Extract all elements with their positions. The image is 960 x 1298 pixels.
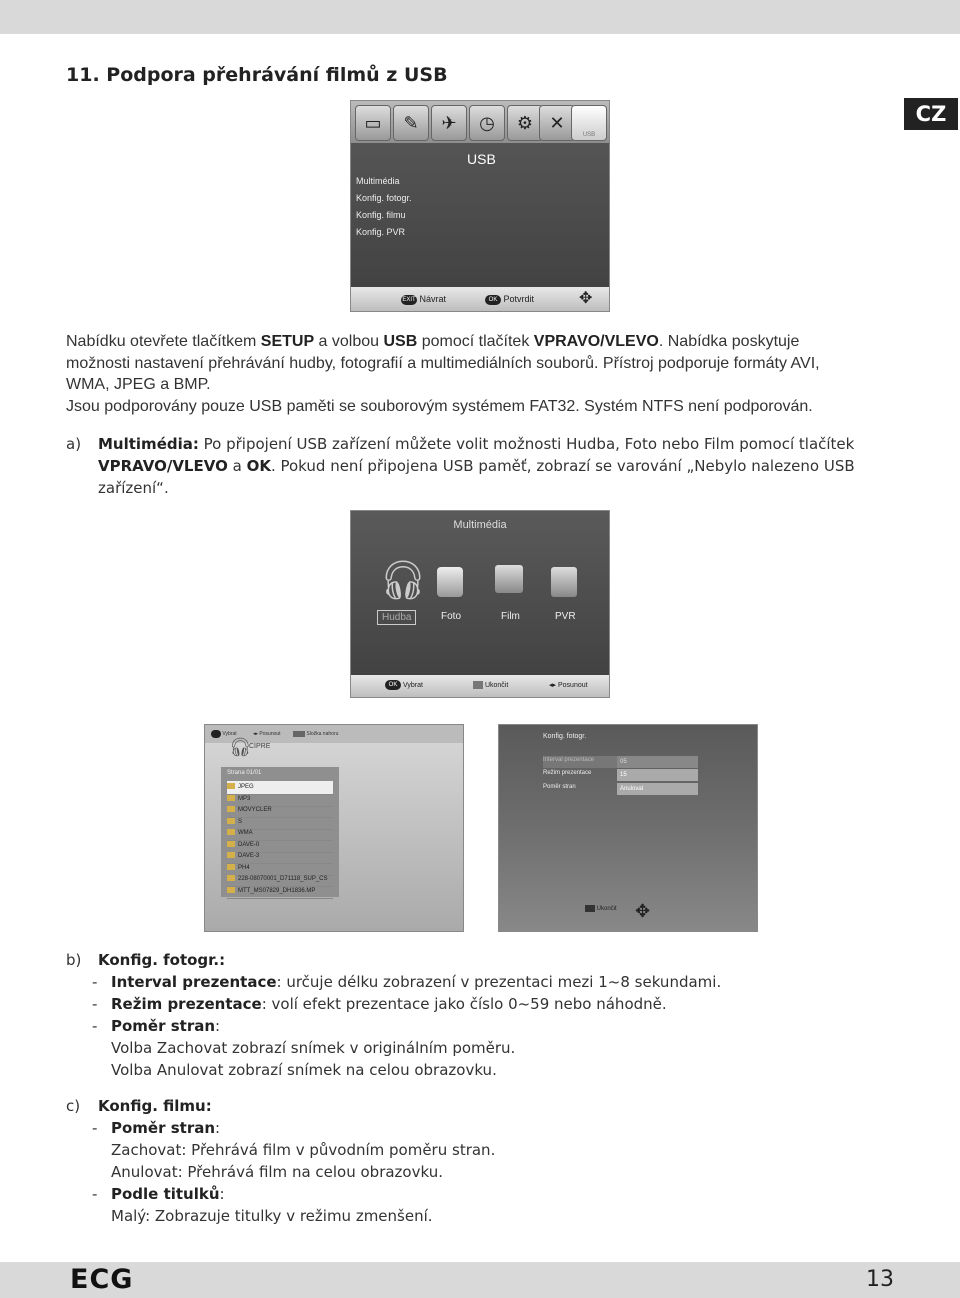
film-aspect-colon: :: [215, 1119, 221, 1137]
folder-icon: [227, 806, 235, 812]
folder-up-label: Složka nahoru: [306, 731, 339, 737]
section-c-label: c): [66, 1097, 81, 1115]
mode-desc: : volí efekt prezentace jako číslo 0~59 nebo náhodně.: [261, 995, 667, 1013]
file-name: JPEG: [238, 784, 254, 790]
tools-icon: ✕: [539, 105, 575, 141]
folder-icon: [227, 818, 235, 824]
setup-menu-item-photo-config[interactable]: Konfig. fotogr.: [356, 193, 412, 203]
section-b-item-aspect: - Poměr stran:: [92, 1017, 221, 1035]
page-number: 13: [866, 1267, 894, 1292]
setup-footer: [351, 287, 609, 311]
interval-value: 05: [617, 756, 698, 768]
folder-icon: [227, 875, 235, 881]
left-right-keys: VPRAVO/VLEVO: [533, 333, 659, 350]
file-name: WMA: [238, 830, 253, 836]
folder-icon: [227, 887, 235, 893]
section-c-item-subtitles: - Podle titulků:: [92, 1185, 225, 1203]
satellite-icon: ✈: [431, 105, 467, 141]
section-a-text-2: a: [227, 457, 247, 475]
subtitles-colon: :: [219, 1185, 225, 1203]
file-name: MTT_MS07829_DH1836.MP: [238, 887, 316, 894]
folder-up-icon: [293, 731, 305, 737]
config-row-mode[interactable]: [543, 769, 695, 781]
intro-l1-c: pomocí tlačítek: [417, 333, 534, 350]
intro-l1-a: Nabídku otevřete tlačítkem: [66, 333, 261, 350]
aspect-label: Poměr stran: [543, 784, 576, 790]
exit-key-icon: EXIT: [402, 296, 416, 303]
page-title: 11. Podpora přehrávání filmů z USB: [66, 64, 448, 86]
intro-line-2: možnosti nastavení přehrávání hudby, fotografií a multimediálních souborů. Přístroj podporuje formáty AVI,: [66, 354, 820, 372]
ok-key-icon: [211, 730, 221, 738]
file-name: DAVE-0: [238, 841, 260, 848]
usb-heading: USB: [467, 151, 496, 167]
multimedia-item-photo[interactable]: Foto: [441, 611, 462, 622]
exit-label: Ukončit: [484, 682, 509, 689]
usb-icon-label: USB: [582, 132, 596, 138]
setup-menu-item-pvr-config[interactable]: Konfig. PVR: [356, 227, 406, 237]
usb-option-name: USB: [383, 333, 418, 350]
headphones-icon: 🎧︎: [379, 560, 428, 602]
film-aspect-cancel: Anulovat: Přehrává film na celou obrazovku.: [111, 1163, 443, 1181]
file-name: 228-08070001_D71118_SUP_CS: [238, 876, 328, 882]
setup-key-name: SETUP: [260, 333, 315, 350]
ok-key-icon: OK: [385, 680, 401, 690]
film-aspect-keep: Zachovat: Přehrává film v původním poměru stran.: [111, 1141, 496, 1159]
section-a-label: a): [66, 435, 82, 453]
multimedia-screenshot: [350, 510, 610, 698]
section-c: [66, 1095, 896, 1117]
page-indicator: Strana 01/01: [227, 770, 262, 776]
intro-line-4: Jsou podporovány pouze USB paměti se souborovým systémem FAT32. Systém NTFS není podporován.: [66, 397, 813, 415]
section-a-text-1: Po připojení USB zařízení můžete volit možnosti Hudba, Foto nebo Film pomocí tlačítek: [198, 435, 855, 453]
usb-icon: [571, 105, 607, 141]
folder-icon: [227, 795, 235, 801]
video-camera-icon: [495, 565, 523, 593]
file-name: S: [238, 818, 243, 825]
multimedia-item-pvr[interactable]: PVR: [555, 611, 576, 622]
interval-desc: : určuje délku zobrazení v prezentaci mezi 1~8 sekundami.: [276, 973, 722, 991]
exit-key-icon: [585, 905, 595, 912]
gear-icon: ⚙: [507, 105, 543, 141]
file-name: PH4: [238, 864, 250, 871]
folder-icon: [227, 841, 235, 847]
picture-icon: ✎: [393, 105, 429, 141]
select-label: Vybrat: [222, 731, 237, 737]
top-bar: [0, 0, 960, 34]
mode-label: Režim prezentace: [543, 770, 592, 776]
setup-menu-item-multimedia[interactable]: Multimédia: [356, 176, 400, 186]
intro-l1-b: a volbou: [314, 333, 384, 350]
language-badge: CZ: [904, 98, 958, 130]
folder-icon: [227, 864, 235, 870]
file-name: MP3: [238, 795, 251, 802]
section-a: [66, 433, 896, 499]
section-a-title: Multimédia:: [98, 435, 199, 453]
file-name: MOVYCLER: [238, 807, 272, 813]
section-a-text-4: zařízení“.: [98, 479, 169, 497]
file-list-panel: [221, 767, 339, 897]
multimedia-item-film[interactable]: Film: [501, 611, 520, 622]
confirm-label: Potvrdit: [503, 294, 535, 304]
multimedia-heading: Multimédia: [453, 519, 507, 531]
ecg-logo: ECG: [70, 1264, 134, 1295]
section-b: [66, 949, 896, 971]
photo-config-footer: [585, 905, 617, 912]
arrow-keys-icon: ◂▸: [549, 682, 557, 689]
film-aspect-term: Poměr stran: [111, 1119, 216, 1137]
arrow-keys-icon: ◂▸: [253, 731, 259, 737]
move-label: Posunout: [557, 682, 588, 689]
config-row-aspect[interactable]: [543, 783, 695, 795]
section-a-keys: VPRAVO/VLEVO: [98, 457, 228, 475]
section-b-item-interval: - Interval prezentace: určuje délku zobrazení v prezentaci mezi 1~8 sekundami.: [92, 973, 722, 991]
multimedia-footer: [351, 675, 609, 697]
section-b-list: [92, 971, 892, 1081]
ok-key-icon: OK: [485, 295, 501, 305]
aspect-cancel-desc: Volba Anulovat zobrazí snímek na celou obrazovku.: [111, 1061, 497, 1079]
exit-label: Ukončit: [596, 906, 617, 913]
folder-icon: [227, 783, 235, 789]
aspect-value: Anulovat: [617, 783, 698, 795]
setup-menu-item-film-config[interactable]: Konfig. filmu: [356, 210, 406, 220]
section-b-item-mode: - Režim prezentace: volí efekt prezentace jako číslo 0~59 nebo náhodně.: [92, 995, 667, 1013]
section-a-text-3: . Pokud není připojena USB paměť, zobrazí se varování „Nebylo nalezeno USB: [270, 457, 855, 475]
multimedia-item-music[interactable]: Hudba: [377, 610, 416, 625]
file-list-item[interactable]: [227, 885, 333, 899]
dpad-icon: ✥: [579, 290, 593, 307]
bottom-bar: [0, 1262, 960, 1298]
section-c-title: Konfig. filmu:: [98, 1097, 212, 1115]
pvr-icon: [551, 567, 577, 597]
select-label: Vybrat: [402, 682, 423, 689]
clock-icon: ◷: [469, 105, 505, 141]
file-browser-title: CIPRE: [249, 743, 271, 750]
tv-icon: ▭: [355, 105, 391, 141]
move-label: Posunout: [259, 731, 281, 737]
mode-value: 15: [617, 769, 698, 781]
file-browser-screenshot: [204, 724, 464, 932]
subtitles-small: Malý: Zobrazuje titulky v režimu zmenšení.: [111, 1207, 433, 1225]
intro-l1-d: . Nabídka poskytuje: [658, 333, 800, 350]
file-name: DAVE-3: [238, 853, 260, 859]
headphones-icon: 🎧︎: [229, 737, 252, 757]
intro-paragraph: [66, 331, 896, 417]
section-b-title: Konfig. fotogr.:: [98, 951, 226, 969]
exit-key-icon: [473, 681, 483, 689]
intro-line-3: WMA, JPEG a BMP.: [66, 376, 211, 393]
intro-line-1: [66, 331, 896, 353]
section-c-item-aspect: - Poměr stran:: [92, 1119, 221, 1137]
subtitles-term: Podle titulků: [111, 1185, 220, 1203]
camera-icon: [437, 567, 463, 597]
photo-config-heading: Konfig. fotogr.: [543, 733, 587, 740]
aspect-colon: :: [215, 1017, 221, 1035]
photo-config-screenshot: [498, 724, 758, 932]
aspect-keep-desc: Volba Zachovat zobrazí snímek v originálním poměru.: [111, 1039, 516, 1057]
mode-term: Režim prezentace: [111, 995, 262, 1013]
section-a-ok: OK: [246, 457, 271, 475]
interval-label: Interval prezentace: [543, 757, 595, 763]
aspect-term: Poměr stran: [111, 1017, 216, 1035]
section-b-label: b): [66, 951, 82, 969]
back-label: Návrat: [419, 294, 447, 304]
interval-term: Interval prezentace: [111, 973, 277, 991]
dpad-icon: ✥: [635, 901, 651, 921]
section-c-list: [92, 1117, 892, 1227]
folder-icon: [227, 852, 235, 858]
config-row-interval[interactable]: [543, 756, 695, 768]
usb-setup-screenshot: [350, 100, 610, 312]
folder-icon: [227, 829, 235, 835]
